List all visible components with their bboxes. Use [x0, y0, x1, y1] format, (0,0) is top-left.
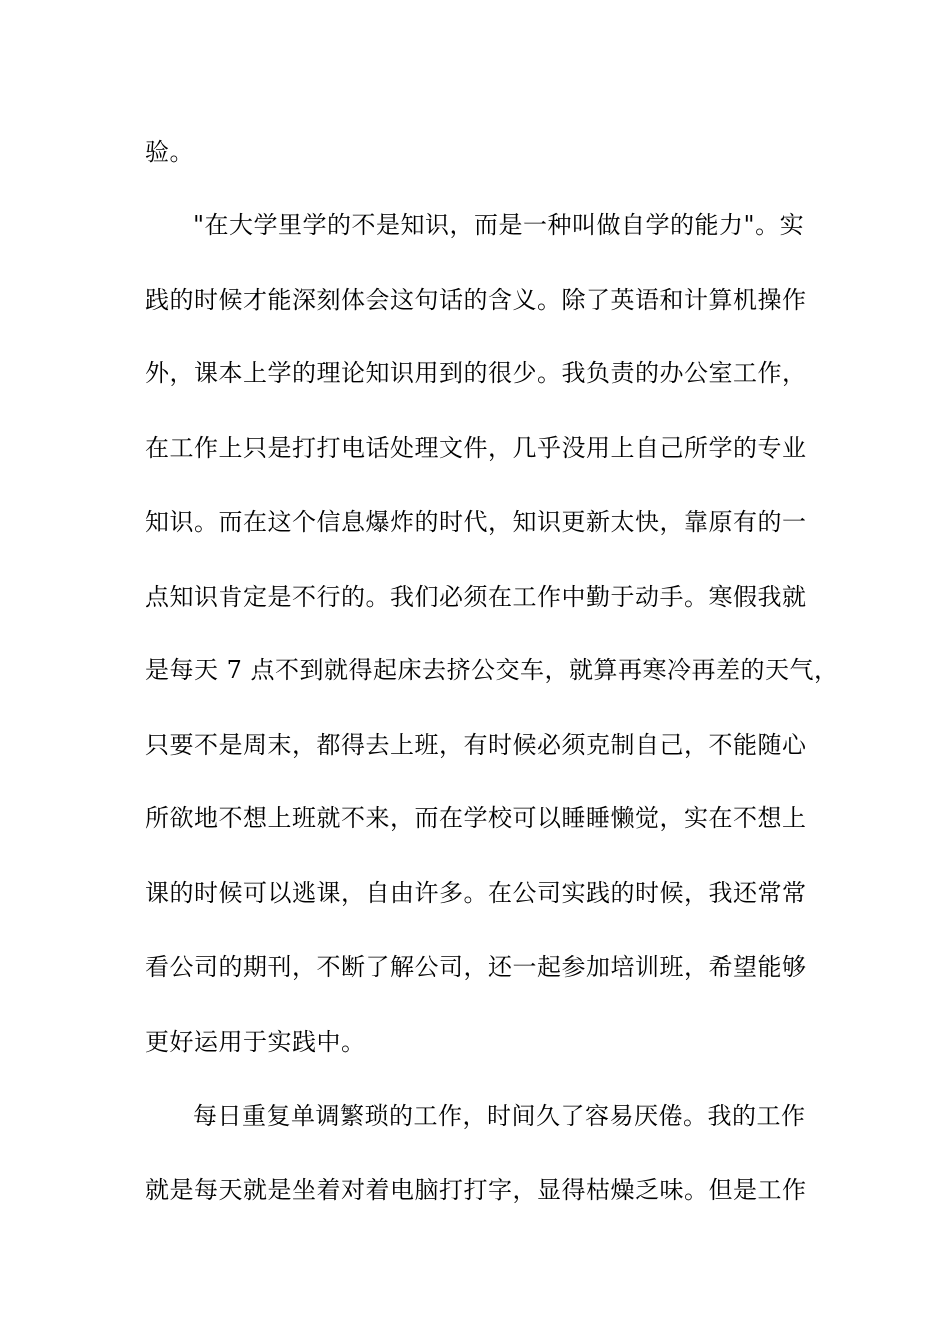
- text-line: 课的时候可以逃课，自由许多。在公司实践的时候，我还常常: [145, 879, 807, 907]
- text-line: 知识。而在这个信息爆炸的时代，知识更新太快，靠原有的一: [145, 508, 807, 536]
- text-line: 只要不是周末，都得去上班，有时候必须克制自己，不能随心: [145, 731, 807, 759]
- text-line: 每日重复单调繁琐的工作，时间久了容易厌倦。我的工作: [193, 1102, 806, 1130]
- text-line: 更好运用于实践中。: [145, 1028, 366, 1056]
- text-line: 是每天 7 点不到就得起床去挤公交车，就算再寒冷再差的天气，: [145, 656, 839, 684]
- text-line: 就是每天就是坐着对着电脑打打字，显得枯燥乏味。但是工作: [145, 1176, 807, 1204]
- text-line: 在工作上只是打打电话处理文件，几乎没用上自己所学的专业: [145, 434, 807, 462]
- text-line: 外，课本上学的理论知识用到的很少。我负责的办公室工作，: [145, 359, 807, 387]
- text-line: 所欲地不想上班就不来，而在学校可以睡睡懒觉，实在不想上: [145, 804, 807, 832]
- text-line: "在大学里学的不是知识，而是一种叫做自学的能力"。实: [193, 211, 805, 239]
- text-line: 点知识肯定是不行的。我们必须在工作中勤于动手。寒假我就: [145, 583, 807, 611]
- text-line: 验。: [145, 138, 194, 166]
- text-line: 践的时候才能深刻体会这句话的含义。除了英语和计算机操作: [145, 286, 807, 314]
- text-line: 看公司的期刊，不断了解公司，还一起参加培训班，希望能够: [145, 953, 807, 981]
